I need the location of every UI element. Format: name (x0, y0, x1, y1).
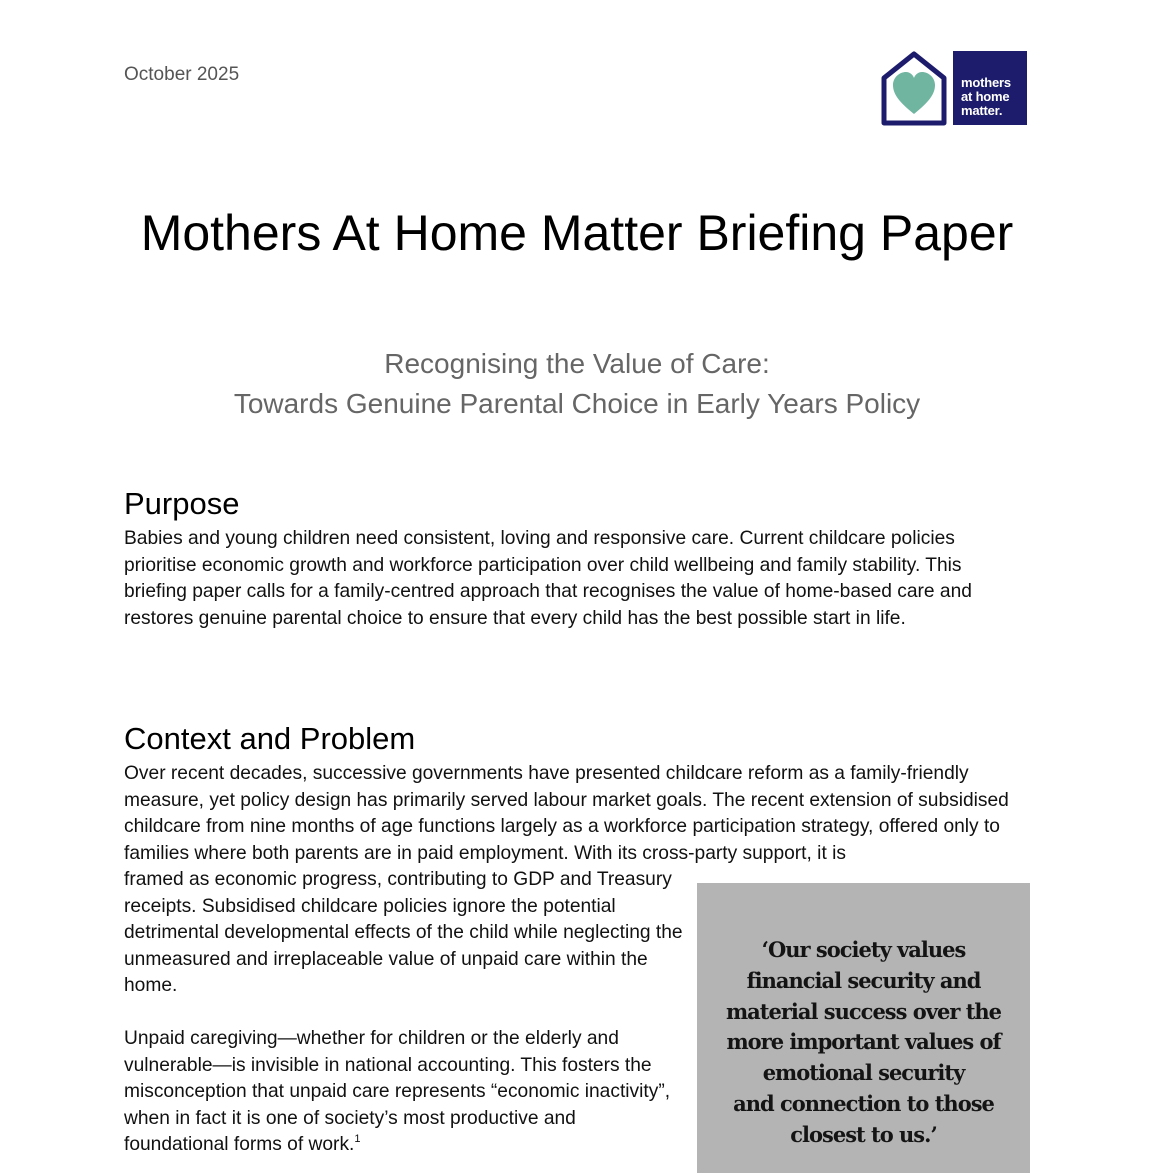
logo-text-line: at home (961, 89, 1010, 104)
quote-line: more important values of (726, 1029, 1001, 1055)
quote-line: financial security and (746, 967, 981, 993)
quote-line: emotional security (762, 1060, 965, 1086)
page-title: Mothers At Home Matter Briefing Paper (140, 205, 1014, 261)
quote-line: and connection to those (733, 1090, 994, 1116)
footnote-marker[interactable]: 1 (354, 1133, 361, 1146)
logo-wordmark (953, 51, 1027, 125)
purpose-paragraph: Babies and young children need consistent, loving and responsive care. Current childcare policies prioritise economic growth and workforce participation over child wellbeing and family stability. This briefing paper calls for a family-centred approach that recognises the value of home-based care and restores genuine parental choice to ensure that every child has the best possible start in life. (124, 528, 972, 629)
logo-text-line: mothers (961, 75, 1011, 90)
document-date: October 2025 (124, 64, 240, 85)
purpose-heading: Purpose (124, 486, 240, 521)
mothers-at-home-matter-logo (880, 50, 1028, 128)
logo-text-line: matter. (961, 103, 1003, 118)
pull-quote-box (697, 883, 1030, 1173)
house-heart-icon (880, 50, 948, 128)
context-heading: Context and Problem (124, 721, 416, 756)
quote-line: closest to us.’ (790, 1121, 937, 1147)
quote-line: material success over the (725, 998, 1002, 1024)
context-paragraph: Over recent decades, successive governments have presented childcare reform as a family-friendly measure, yet policy design has primarily served labour market goals. The recent extension of subsidised childcare from nine months of age functions largely as a workforce participation strategy, offered only to families where both parents are in paid employment. With its cross-party support, it is (124, 763, 1009, 864)
subtitle-line: Recognising the Value of Care: (384, 348, 770, 379)
subtitle-line: Towards Genuine Parental Choice in Early Years Policy (233, 388, 921, 419)
unpaid-care-paragraph (124, 1026, 684, 1159)
page-subtitle (0, 344, 1154, 424)
quote-line: ‘Our society values (761, 937, 966, 962)
context-paragraph-continued: framed as economic progress, contributing to GDP and Treasury receipts. Subsidised childcare policies ignore the potential detrimental developmental effects of the child while neglecting the unmeasured and irreplaceable value of unpaid care within the home. (124, 869, 683, 997)
pull-quote-text (697, 935, 1030, 1151)
unpaid-care-text: Unpaid caregiving—whether for children or the elderly and vulnerable—is invisible in national accounting. This fosters the misconception that unpaid care represents “economic inactivity”, when in fact it is one of society’s most productive and foundational forms of work. (124, 1028, 671, 1156)
